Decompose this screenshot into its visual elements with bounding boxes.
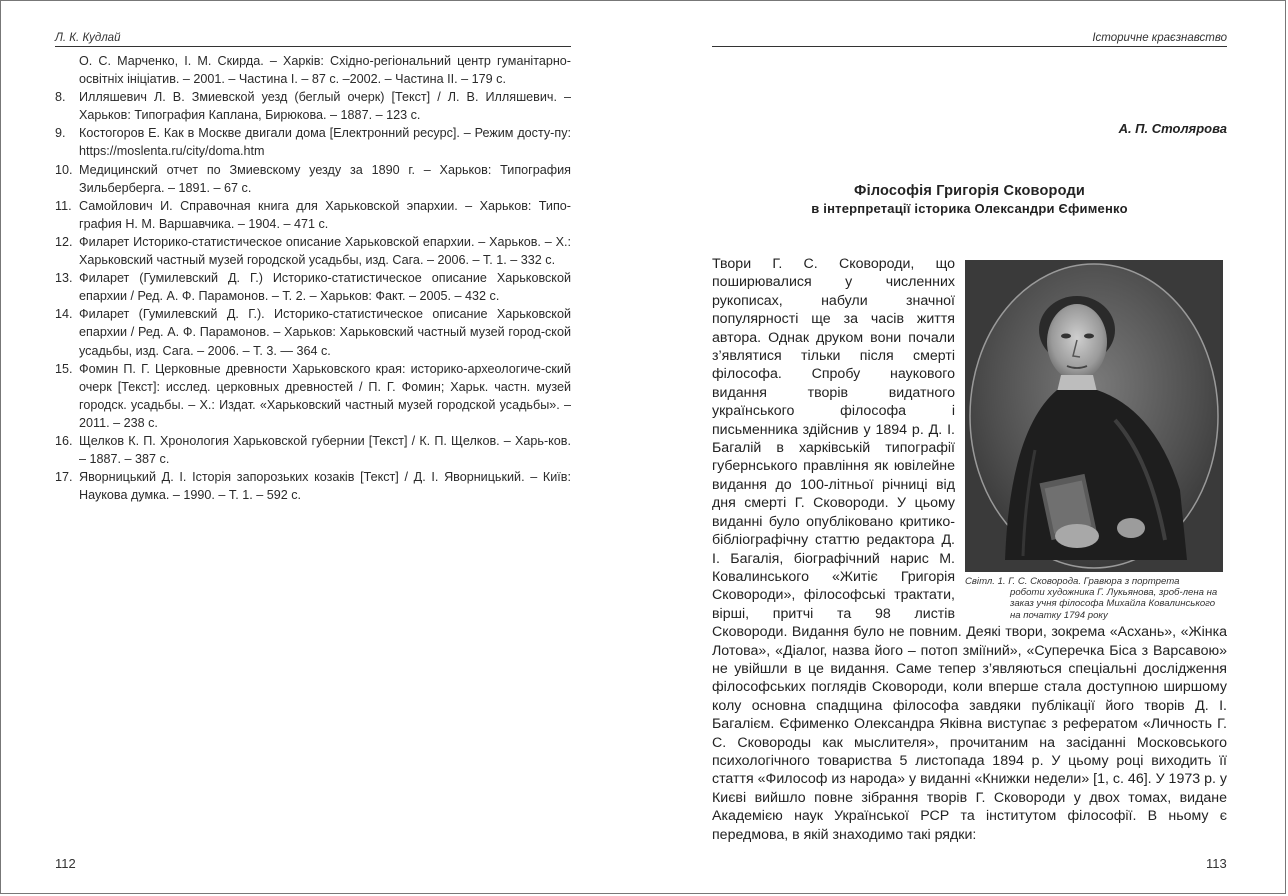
reference-item — [55, 305, 571, 359]
figure-caption — [965, 576, 1227, 621]
reference-item — [55, 468, 571, 504]
reference-list — [55, 52, 571, 504]
reference-item — [55, 161, 571, 197]
reference-text: Фомин П. Г. Церковные древности Харьковского края: историко-археологиче-ский очерк [Текст]: исслед. церковных древностей / П. Г. Фомин; Харьк. частн. музей городск. усадьбы. – Х.: Издат. «Харьковский частный музей городской усадьбы». – 2011. – 238 с. — [79, 361, 571, 430]
article-title — [712, 183, 1227, 217]
reference-number: 10. — [55, 162, 73, 177]
reference-text: Илляшевич Л. В. Змиевской уезд (беглый очерк) [Текст] / Л. В. Илляшевич. – Харьков: Типография Каплана, Бирюкова. – 1887. – 123 с. — [79, 90, 571, 123]
reference-item — [55, 269, 571, 305]
reference-number — [55, 52, 79, 88]
reference-text: Щелков К. П. Хронология Харьковской губернии [Текст] / К. П. Щелков. – Харь-ков. – 1887. – 387 с. — [79, 433, 571, 467]
reference-number: 8. — [55, 90, 66, 105]
reference-number: 16. — [55, 433, 73, 448]
caption-lead: Світл. 1. Г. С. Сковорода. Гравюра з портрета — [965, 576, 1180, 587]
left-page-number: 112 — [55, 856, 76, 871]
reference-number: 12. — [55, 234, 73, 249]
reference-text: Филарет (Гумилевский Д. Г.). Историко-статистическое описание Харьковской епархии / Ред. А. Ф. Парамонов. – Харьков: Харьковский частный музей город-ской усадьбы, изд. Сага. – 2006. – Т. 3. — 364 с. — [79, 307, 571, 358]
reference-text: Филарет (Гумилевский Д. Г.) Историко-статистическое описание Харьковской епархии / Ред. А. Ф. Парамонов. – Т. 2. – Харьков: Факт. – 2005. – 432 с. — [79, 271, 571, 304]
reference-number: 15. — [55, 361, 73, 376]
reference-text: Филарет Историко-статистическое описание Харьковской епархии. – Харьков. – Х.: Харьковский частный музей городской усадьбы, изд. Сага. – 2006. – Т. 1. – 332 с. — [79, 234, 571, 268]
left-running-head: Л. К. Кудлай — [55, 31, 571, 47]
reference-number: 13. — [55, 271, 73, 286]
article-body — [712, 255, 1227, 844]
right-page-number: 113 — [1206, 856, 1227, 871]
reference-number: 17. — [55, 470, 73, 485]
right-running-head: Історичне краєзнавство — [712, 31, 1227, 47]
title-line-2: в інтерпретації історика Олександри Єфименко — [811, 201, 1128, 216]
reference-text: Костогоров Е. Как в Москве двигали дома [Електронний ресурс]. – Режим досту-пу: https://moslenta.ru/city/doma.htm — [79, 126, 571, 159]
reference-text: О. С. Марченко, І. М. Скирда. – Харків: Східно-регіональний центр гуманітарно-освітніх ініціатив. – 2001. – Частина І. – 87 с. –2002. – Частина ІІ. – 179 с. — [79, 54, 571, 87]
reference-item — [55, 52, 571, 88]
reference-text: Яворницький Д. І. Історія запорозьких козаків [Текст] / Д. І. Яворницький. – Київ: Наукова думка. – 1990. – Т. 1. – 592 с. — [79, 470, 571, 503]
reference-text: Самойлович И. Справочная книга для Харьковской эпархии. – Харьков: Типо-графия Н. М. Варшавчика. – 1904. – 471 с. — [79, 198, 571, 231]
reference-text: Медицинский отчет по Змиевскому уезду за 1890 г. – Харьков: Типография Зильберберга. – 1891. – 67 с. — [79, 162, 571, 195]
reference-item — [55, 360, 571, 432]
reference-number: 9. — [55, 126, 66, 141]
reference-number: 14. — [55, 307, 73, 322]
reference-item — [55, 88, 571, 124]
caption-rest: роботи художника Г. Лукьянова, зроб-лена на заказ учня філософа Михайла Ковалинського на початку 1794 року — [1010, 587, 1218, 621]
portrait-figure — [965, 260, 1227, 621]
reference-item — [55, 124, 571, 160]
article-author: А. П. Столярова — [1118, 121, 1227, 136]
reference-item — [55, 432, 571, 468]
reference-item — [55, 233, 571, 269]
portrait-engraving — [965, 260, 1223, 572]
reference-item — [55, 197, 571, 233]
body-paragraph: Твори Г. С. Сковороди, що поширювалися у численних рукописах, набули значної популярності ще за часів життя автора. Однак друком вони почали з’являтися тільки після смерті філософа. Спробу наукового видання творів видатного українського філософа і письменника здійснив у 1894 р. Д. І. Багалій в харківській типографії губернського правління як ювілейне видання до 100-літньої річниці від дня смерті Г. Сковороди. У цьому виданні було опубліковано критико-бібліографічну статтю редактора Д. І. Багалія, біографічний нарис М. Ковалинського «Житіє Григорія Сковороди», філософські трактати, вірші, притчі та 98 листів Сковороди. Видання було не повним. Деякі твори, зокрема «Асхань», «Жінка Лотова», «Діалог, назва його – потоп зміїний», «Суперечка Біса з Варсавою» не увійшли в це видання. Саме тепер з’являються спеціальні дослідження філософських поглядів Сковороди, коли вперше стала доступною ширшому колу основна спадщина філософа завдяки публікації його творів Д. І. Багалієм. Єфименко Олександра Яківна виступає з рефератом «Личность Г. С. Сковороды как мыслителя», прочитаним на засіданні Московського психологічного товариства 5 листопада 1894 р. У цьому році виходить її стаття «Философ из народа» у виданні «Книжки недели» [1, с. 46]. У 1973 р. у Києві вийшло повне зібрання творів Г. Сковороди у двох томах, видане Академією наук Української РСР та інститутом філософії. В ньому є передмова, в якій знаходимо такі рядки: — [712, 256, 1227, 843]
title-line-1: Філософія Григорія Сковороди — [854, 183, 1085, 199]
reference-number: 11. — [55, 198, 72, 213]
left-page — [1, 1, 644, 895]
right-page — [644, 1, 1287, 895]
